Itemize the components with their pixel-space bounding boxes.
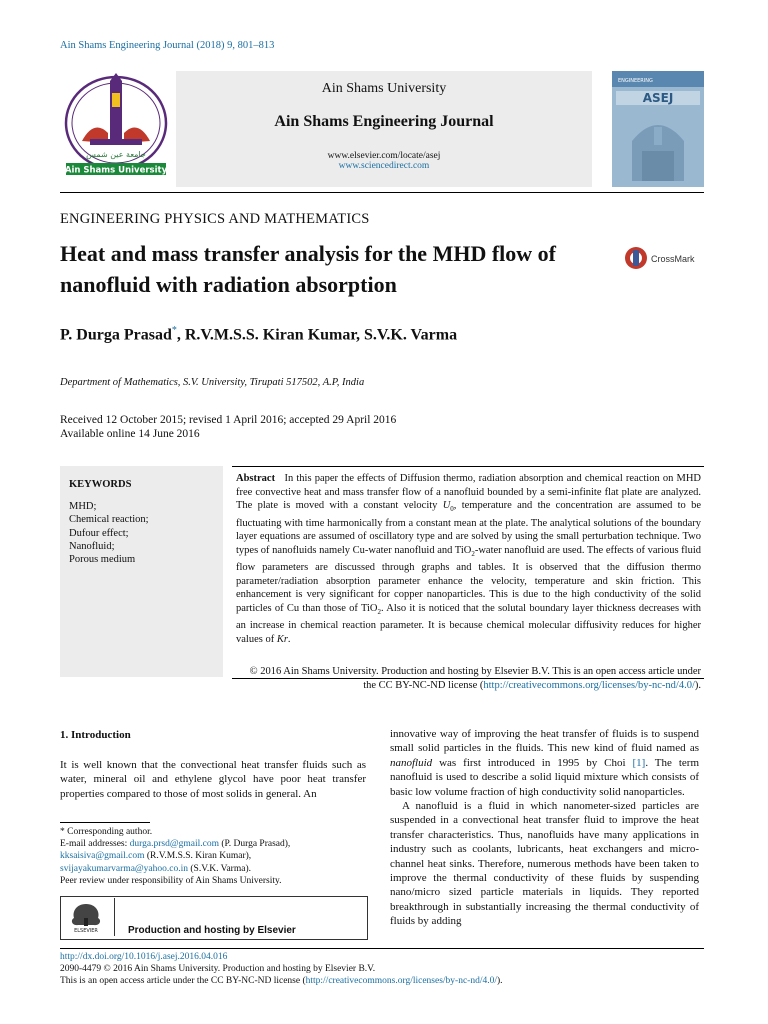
email-link[interactable]: svijayakumarvarma@yahoo.co.in: [60, 863, 188, 874]
crossmark-badge[interactable]: [624, 245, 704, 271]
paragraph: innovative way of improving the heat transfer of fluids is to suspend small solid particles in the fluids. This new kind of fluid named as nanofluid was first introduced in 1995 by Choi [1]. The term nanofluid is used to describe a solid liquid mixture which consists of basic low volume fraction of high conductivity solid nanoparticles.: [390, 728, 699, 798]
email-link[interactable]: durga.prsd@gmail.com: [129, 839, 219, 850]
intro-heading: 1. Introduction: [60, 729, 131, 741]
keyword-item: Chemical reaction;: [69, 514, 149, 526]
abstract-text: Abstract In this paper the effects of Diffusion thermo, radiation absorption and chemical reaction on MHD free convective heat and mass transfer flow of a nanofluid bounded by a semi-infinite flat plate are analyzed. The plate is moved with a constant velocity $U_0$, temperature and the concentration are assumed to be fluctuating with time harmonically from a constant mean at the plate. The analytical solutions of the boundary layer equations are assumed of oscillatory type and are solved by using the small perturbation technique. Two types of nanofluids namely Cu-water nanofluid and TiO$_2$-water nanofluid are used. The effects of various fluid flow parameters are discussed through graphs and tables. It is observed that the diffusion thermo parameter/radiation absorption parameter enhance the velocity, temperature and skin friction. This enhancement is very significant for copper nanoparticles. This is due to the high conductivity of the solid particles of Cu than those of TiO$_2$. Also it is noticed that the solutal boundary layer thickness decreases with an increase in chemical reaction parameter. It is because chemical molecular diffusivity reduces for higher values of Kr.: [236, 473, 701, 645]
crossmark-label: CrossMark: [651, 254, 695, 264]
elsevier-text: Production and hosting by Elsevier: [128, 925, 296, 936]
issn-line: 2090-4479 © 2016 Ain Shams University. Production and hosting by Elsevier B.V.: [60, 964, 376, 974]
svg-text:ENGINEERING: ENGINEERING: [618, 78, 653, 84]
license-link[interactable]: http://creativecommons.org/licenses/by-nc-nd/4.0/: [483, 679, 695, 691]
abstract-copyright: © 2016 Ain Shams University. Production and hosting by Elsevier B.V. This is an open access article under the CC BY-NC-ND license (http://creativecommons.org/licenses/by-nc-nd/4.0/).: [249, 666, 701, 691]
paragraph: A nanofluid is a fluid in which nanometer-sized particles are suspended in a convectional heat transfer fluid to improve the heat transfer characteristics. Thus, nanofluids have many applications in industry such as coolants, lubricants, heat exchangers and micro-channel heat sinks. Therefore, numerous methods have been taken to improve the thermal conductivity of these fluids by suspending nano/micro sized particle materials in liquids. They reported breakthrough in substantially increasing the thermal conductivity of fluids by adding: [390, 800, 699, 928]
elsevier-url[interactable]: www.elsevier.com/locate/asej: [327, 151, 441, 161]
svg-text:ELSEVIER: ELSEVIER: [74, 928, 98, 934]
footnote-rule: [60, 822, 150, 823]
received-dates: Received 12 October 2015; revised 1 April 2016; accepted 29 April 2016: [60, 414, 397, 426]
elsevier-divider: [114, 898, 115, 936]
author-rest: , R.V.M.S.S. Kiran Kumar, S.V.K. Varma: [176, 326, 458, 344]
author-list: [60, 325, 457, 344]
journal-name: Ain Shams Engineering Journal: [274, 113, 494, 130]
university-logo: [60, 71, 172, 187]
article-title: Heat and mass transfer analysis for the MHD flow of nanofluid with radiation absorption: [60, 241, 556, 297]
keyword-item: Nanofluid;: [69, 540, 115, 552]
license-link[interactable]: http://creativecommons.org/licenses/by-nc-nd/4.0/: [305, 976, 497, 986]
corresponding-note: * Corresponding author.: [60, 827, 153, 837]
dates: [60, 413, 396, 441]
keywords-box: [60, 466, 223, 677]
sciencedirect-url[interactable]: www.sciencedirect.com: [338, 161, 430, 171]
header-rule: [60, 192, 704, 193]
cover-title: ASEJ: [642, 91, 674, 105]
logo-caption: Ain Shams University: [64, 165, 168, 176]
license-line: This is an open access article under the CC BY-NC-ND license (http://creativecommons.org/licenses/by-nc-nd/4.0/).: [60, 976, 503, 986]
section-label: ENGINEERING PHYSICS AND MATHEMATICS: [60, 211, 370, 227]
journal-cover: [612, 71, 704, 187]
bottom-rule: [60, 948, 704, 949]
keyword-item: Dufour effect;: [69, 527, 129, 539]
intro-paragraph: It is well known that the convectional heat transfer fluids such as water, mineral oil and ethylene glycol have poor heat transfer properties compared to those of most solids in general. An: [60, 759, 366, 800]
available-date: Available online 14 June 2016: [60, 428, 200, 440]
right-column-text: [390, 727, 699, 929]
keywords-list: [69, 500, 149, 566]
citation-link[interactable]: [1]: [632, 756, 646, 769]
keyword-item: Porous medium: [69, 554, 136, 566]
corresponding-star[interactable]: *: [171, 325, 177, 336]
doi-link[interactable]: http://dx.doi.org/10.1016/j.asej.2016.04.016: [60, 952, 228, 962]
peer-review-note: Peer review under responsibility of Ain Shams University.: [60, 875, 282, 886]
keywords-title: KEYWORDS: [69, 479, 132, 490]
author-first: P. Durga Prasad: [60, 326, 172, 344]
email-line: E-mail addresses: durga.prsd@gmail.com (P. Durga Prasad), kksaisiva@gmail.com (R.V.M.S.S. Kiran Kumar), svijayakumarvarma@yahoo.co.in (S.V.K. Varma).: [60, 839, 291, 874]
journal-reference[interactable]: Ain Shams Engineering Journal (2018) 9, 801–813: [60, 40, 275, 51]
elsevier-tree-icon: [66, 900, 106, 934]
footnote: [60, 826, 366, 887]
affiliation: Department of Mathematics, S.V. University, Tirupati 517502, A.P, India: [60, 377, 365, 388]
email-link[interactable]: kksaisiva@gmail.com: [60, 851, 145, 862]
keyword-item: MHD;: [69, 501, 97, 512]
university-name: Ain Shams University: [321, 81, 447, 96]
svg-text:جامعة عين شمس: جامعة عين شمس: [86, 150, 146, 159]
